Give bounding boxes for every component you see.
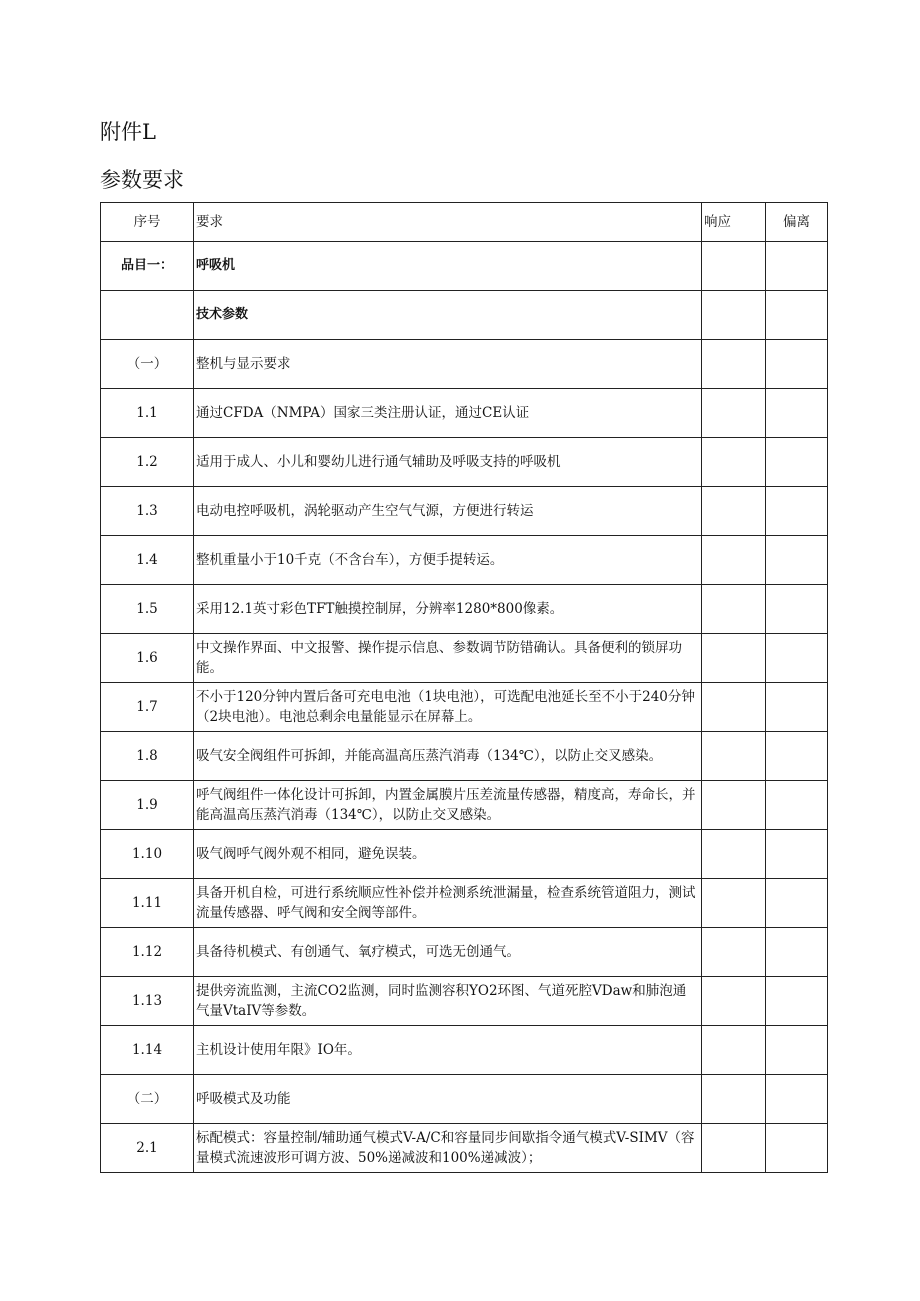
row-number: 1.4 [101, 536, 194, 585]
row-deviation [766, 487, 828, 536]
row-requirement: 通过CFDA（NMPA）国家三类注册认证，通过CE认证 [194, 389, 702, 438]
table-row [101, 781, 828, 830]
row-deviation [766, 291, 828, 340]
row-deviation [766, 683, 828, 732]
row-requirement: 呼气阀组件一体化设计可拆卸，内置金属膜片压差流量传感器，精度高，寿命长，并能高温高压蒸汽消毒（134℃），以防止交叉感染。 [194, 781, 702, 830]
row-requirement: 吸气阀呼气阀外观不相同，避免误装。 [194, 830, 702, 879]
row-requirement: 整机与显示要求 [194, 340, 702, 389]
row-requirement: 整机重量小于10千克（不含台车），方便手提转运。 [194, 536, 702, 585]
table-row [101, 1026, 828, 1075]
row-requirement: 具备待机模式、有创通气、氧疗模式，可选无创通气。 [194, 928, 702, 977]
row-number: 1.7 [101, 683, 194, 732]
row-requirement: 不小于120分钟内置后备可充电电池（1块电池），可选配电池延长至不小于240分钟（2块电池）。电池总剩余电量能显示在屏幕上。 [194, 683, 702, 732]
row-requirement: 技术参数 [194, 291, 702, 340]
row-number: 1.10 [101, 830, 194, 879]
row-number: 品目一： [101, 242, 194, 291]
row-number: 1.3 [101, 487, 194, 536]
row-number: （二） [101, 1075, 194, 1124]
row-number: 1.2 [101, 438, 194, 487]
table-row [101, 977, 828, 1026]
table-header-row [101, 203, 828, 242]
row-deviation [766, 732, 828, 781]
table-row [101, 928, 828, 977]
table-row [101, 291, 828, 340]
row-number: （一） [101, 340, 194, 389]
row-number: 1.9 [101, 781, 194, 830]
header-response: 响应 [702, 203, 766, 242]
row-number: 1.1 [101, 389, 194, 438]
row-response [702, 340, 766, 389]
row-deviation [766, 389, 828, 438]
row-response [702, 830, 766, 879]
row-response [702, 781, 766, 830]
row-deviation [766, 928, 828, 977]
row-deviation [766, 585, 828, 634]
row-deviation [766, 438, 828, 487]
row-deviation [766, 634, 828, 683]
row-requirement: 中文操作界面、中文报警、操作提示信息、参数调节防错确认。具备便利的锁屏功能。 [194, 634, 702, 683]
table-row [101, 585, 828, 634]
row-requirement: 主机设计使用年限》IO年。 [194, 1026, 702, 1075]
row-deviation [766, 830, 828, 879]
row-response [702, 242, 766, 291]
row-deviation [766, 1124, 828, 1173]
row-requirement: 呼吸机 [194, 242, 702, 291]
row-response [702, 1026, 766, 1075]
section-title: 参数要求 [100, 168, 184, 192]
header-requirement: 要求 [194, 203, 702, 242]
row-response [702, 1124, 766, 1173]
row-response [702, 634, 766, 683]
row-requirement: 标配模式：容量控制/辅助通气模式V-A/C和容量同步间歇指令通气模式V-SIMV（容量模式流速波形可调方波、50%递减波和100%递减波）； [194, 1124, 702, 1173]
table-row [101, 879, 828, 928]
attachment-title: 附件L [100, 120, 156, 144]
row-number: 1.8 [101, 732, 194, 781]
row-requirement: 具备开机自检，可进行系统顺应性补偿并检测系统泄漏量，检查系统管道阻力，测试流量传感器、呼气阀和安全阀等部件。 [194, 879, 702, 928]
row-deviation [766, 1026, 828, 1075]
row-number [101, 291, 194, 340]
table-row [101, 732, 828, 781]
header-deviation: 偏离 [766, 203, 828, 242]
table-row [101, 830, 828, 879]
row-deviation [766, 977, 828, 1026]
row-number: 1.6 [101, 634, 194, 683]
table-row [101, 1124, 828, 1173]
row-requirement: 吸气安全阀组件可拆卸，并能高温高压蒸汽消毒（134℃），以防止交叉感染。 [194, 732, 702, 781]
row-response [702, 487, 766, 536]
row-deviation [766, 340, 828, 389]
row-response [702, 536, 766, 585]
row-number: 1.5 [101, 585, 194, 634]
requirements-table [100, 202, 828, 1173]
row-deviation [766, 879, 828, 928]
row-number: 1.12 [101, 928, 194, 977]
row-requirement: 提供旁流监测，主流CO2监测，同时监测容积YO2环图、气道死腔VDaw和肺泡通气量VtaIV等参数。 [194, 977, 702, 1026]
table-row [101, 683, 828, 732]
row-response [702, 291, 766, 340]
table-row [101, 536, 828, 585]
row-deviation [766, 242, 828, 291]
row-requirement: 采用12.1英寸彩色TFT触摸控制屏，分辨率1280*800像素。 [194, 585, 702, 634]
header-no: 序号 [101, 203, 194, 242]
table-row [101, 389, 828, 438]
row-number: 2.1 [101, 1124, 194, 1173]
row-deviation [766, 536, 828, 585]
row-response [702, 928, 766, 977]
row-response [702, 585, 766, 634]
row-response [702, 683, 766, 732]
row-requirement: 呼吸模式及功能 [194, 1075, 702, 1124]
row-deviation [766, 781, 828, 830]
row-requirement: 适用于成人、小儿和婴幼儿进行通气辅助及呼吸支持的呼吸机 [194, 438, 702, 487]
row-response [702, 879, 766, 928]
row-number: 1.13 [101, 977, 194, 1026]
row-number: 1.11 [101, 879, 194, 928]
table-row [101, 438, 828, 487]
row-response [702, 977, 766, 1026]
row-number: 1.14 [101, 1026, 194, 1075]
table-row [101, 634, 828, 683]
table-row [101, 1075, 828, 1124]
table-row [101, 340, 828, 389]
row-response [702, 389, 766, 438]
table-row [101, 487, 828, 536]
row-response [702, 1075, 766, 1124]
row-deviation [766, 1075, 828, 1124]
table-row [101, 242, 828, 291]
row-requirement: 电动电控呼吸机，涡轮驱动产生空气气源，方便进行转运 [194, 487, 702, 536]
row-response [702, 732, 766, 781]
row-response [702, 438, 766, 487]
